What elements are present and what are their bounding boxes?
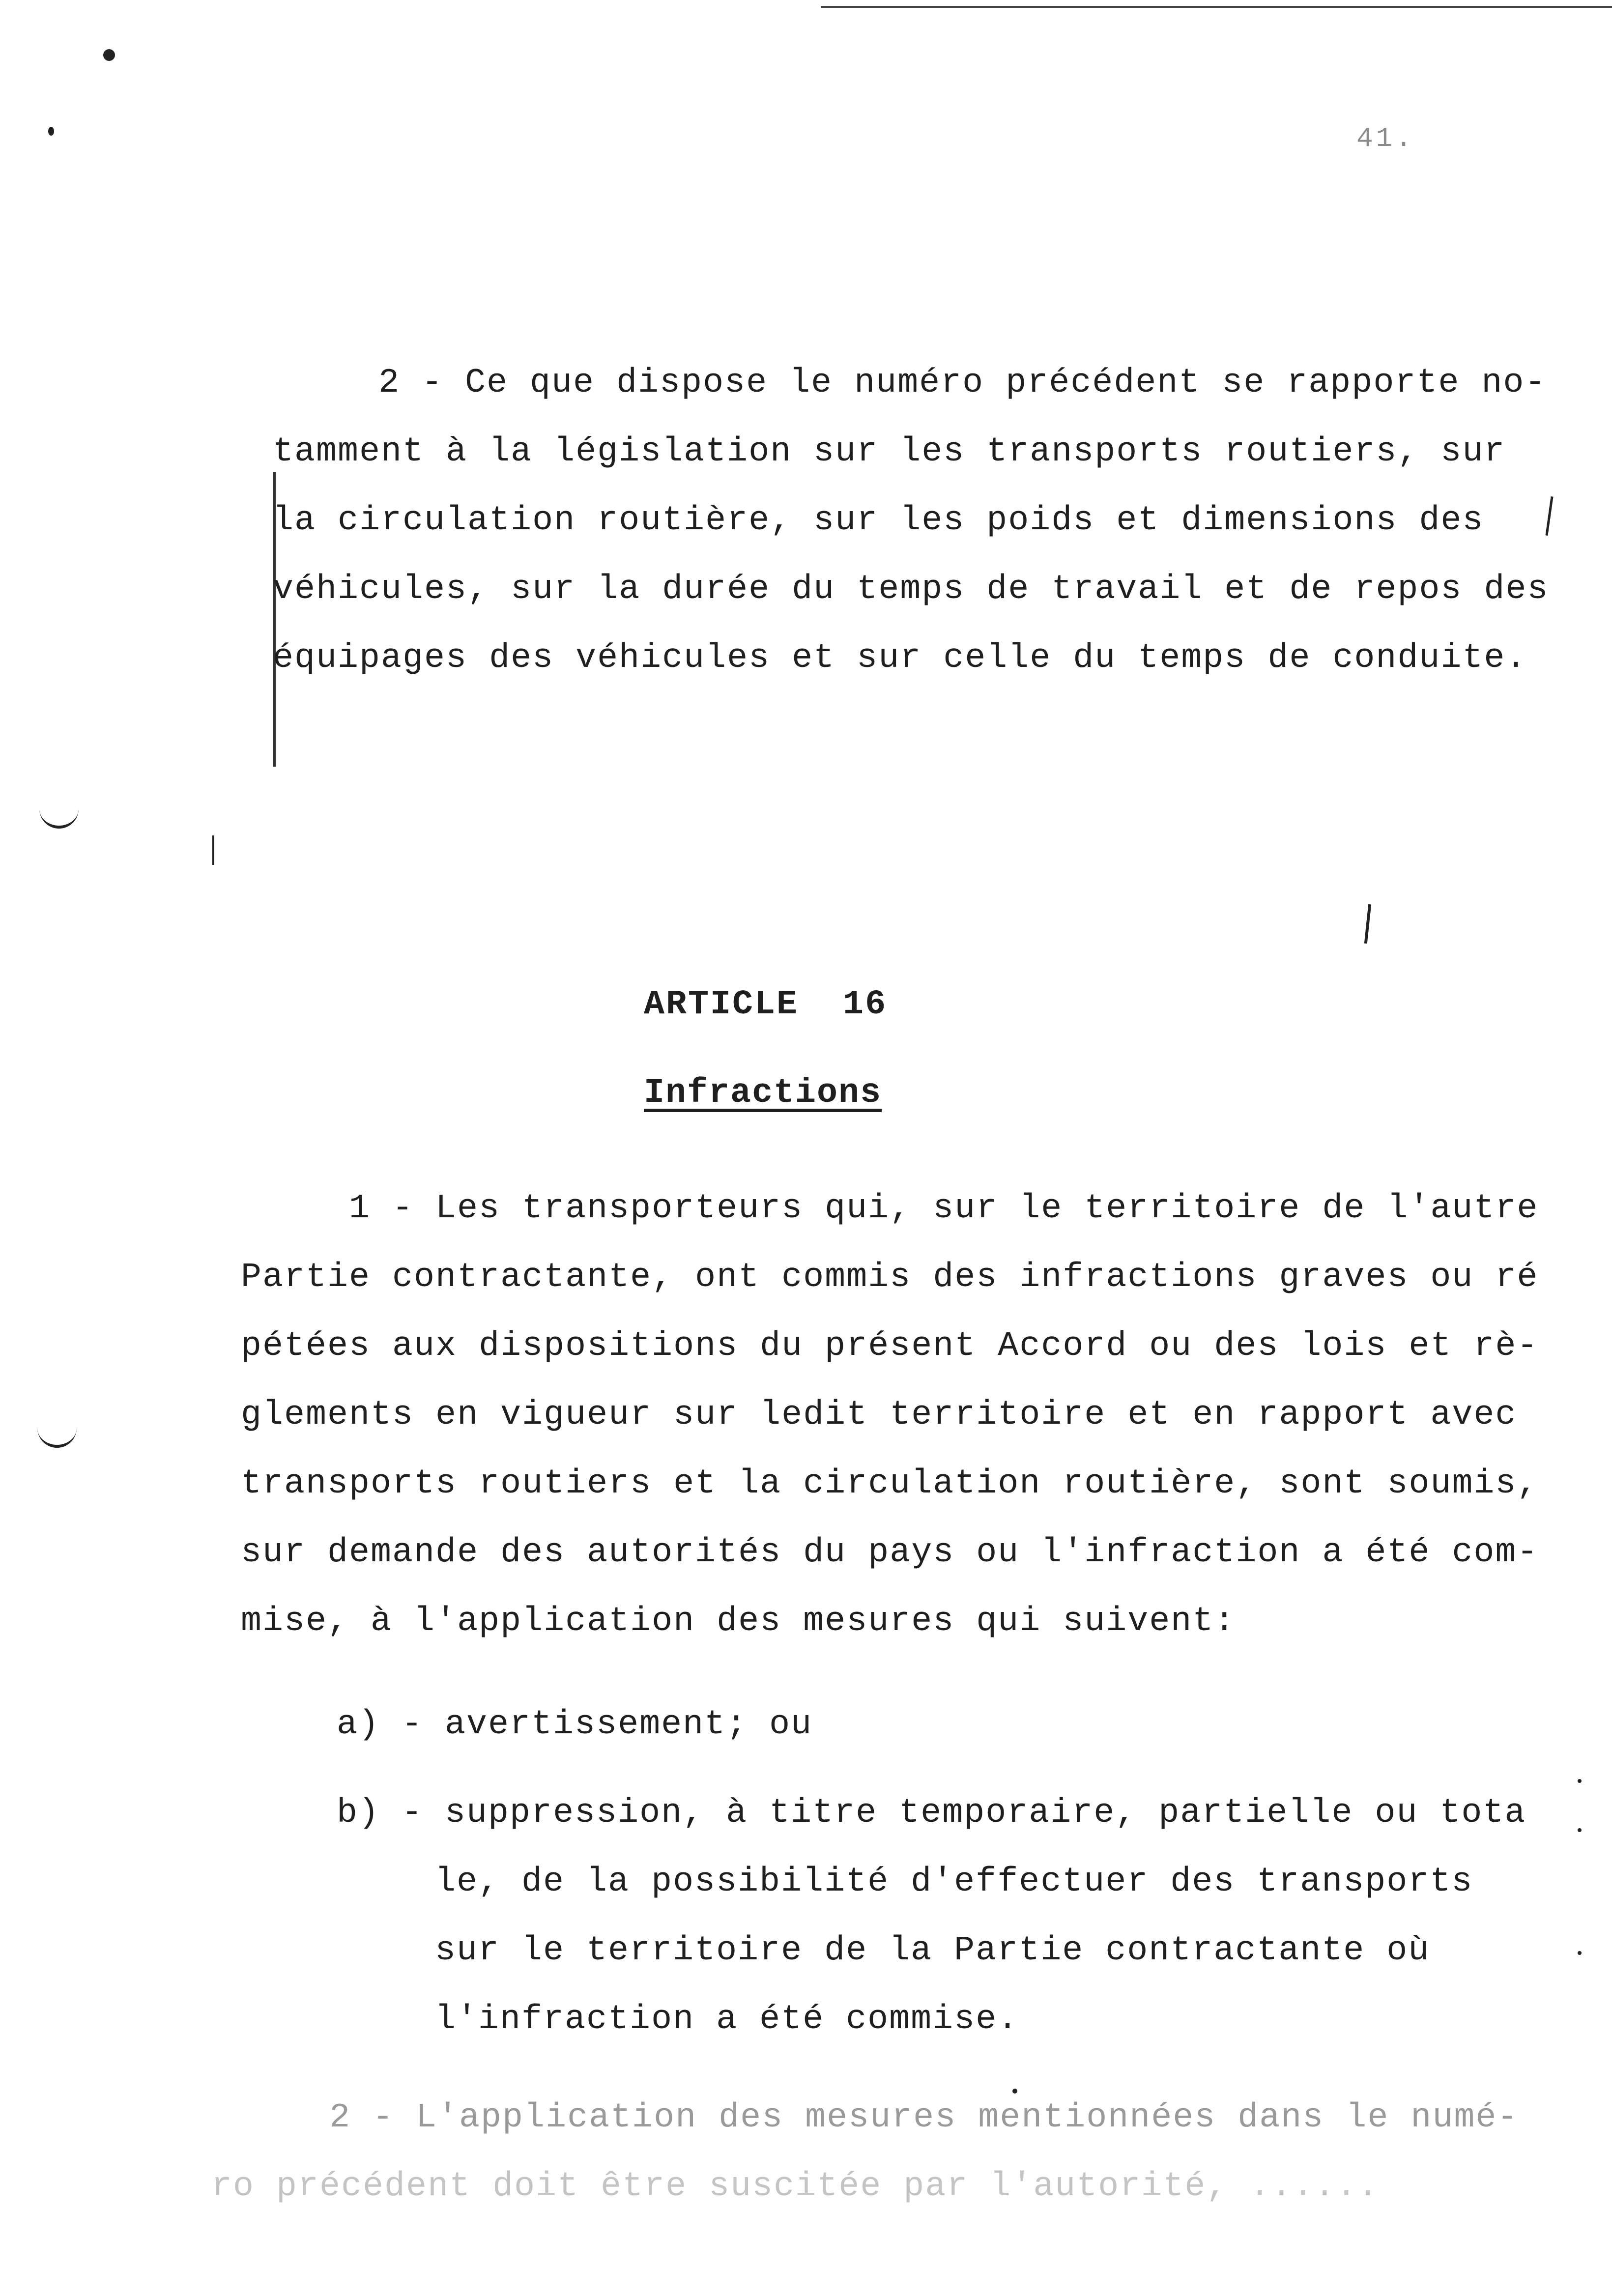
paragraph-2-line: la circulation routière, sur les poids et dimensions des	[273, 501, 1484, 540]
measure-b-continued: sur le territoire de la Partie contractante où	[435, 1931, 1430, 1970]
margin-tick	[1364, 904, 1371, 944]
paragraph-1-line: mise, à l'application des mesures qui suivent:	[241, 1602, 1236, 1641]
measure-a: a) - avertissement; ou	[337, 1705, 813, 1744]
next-paragraph-line: 2 - L'application des mesures mentionnées dans le numé-	[329, 2098, 1519, 2137]
paragraph-1-line: 1 - Les transporteurs qui, sur le territoire de l'autre	[349, 1189, 1539, 1228]
scan-speck	[1012, 2089, 1017, 2094]
measure-b-continued: le, de la possibilité d'effectuer des transports	[435, 1863, 1473, 1901]
paragraph-1-line: sur demande des autorités du pays ou l'infraction a été com-	[241, 1533, 1539, 1572]
paragraph-1-line: glements en vigueur sur ledit territoire et en rapport avec	[241, 1396, 1517, 1435]
article-title: ARTICLE 16	[644, 985, 888, 1024]
scan-speck	[1578, 1828, 1582, 1832]
paragraph-2-line: tamment à la législation sur les transports routiers, sur	[273, 432, 1506, 471]
punch-mark	[37, 1425, 77, 1448]
margin-tick	[212, 835, 214, 865]
measure-b: b) - suppression, à titre temporaire, partielle ou tota	[337, 1794, 1526, 1833]
scan-speck	[1578, 1951, 1582, 1955]
paragraph-2-line: 2 - Ce que dispose le numéro précédent se rapporte no-	[378, 364, 1547, 402]
scan-speck	[48, 127, 54, 136]
paragraph-1-line: transports routiers et la circulation routière, sont soumis,	[241, 1464, 1539, 1503]
next-paragraph-line: ro précédent doit être suscitée par l'autorité, ......	[211, 2167, 1380, 2206]
paragraph-2-line: équipages des véhicules et sur celle du temps de conduite.	[273, 639, 1527, 678]
scan-speck	[103, 49, 115, 61]
page-number: 41.	[1356, 123, 1415, 154]
margin-tick	[1545, 496, 1553, 536]
scan-speck	[1578, 1779, 1582, 1783]
paragraph-1-line: Partie contractante, ont commis des infractions graves ou ré	[241, 1258, 1539, 1297]
measure-b-continued: l'infraction a été commise.	[435, 2000, 1019, 2039]
paragraph-1-line: pétées aux dispositions du présent Accord ou des lois et rè-	[241, 1327, 1539, 1366]
paragraph-2-line: véhicules, sur la durée du temps de travail et de repos des	[273, 570, 1549, 609]
top-rule	[821, 6, 1612, 8]
article-subtitle: Infractions	[644, 1074, 882, 1113]
punch-mark	[39, 806, 79, 829]
